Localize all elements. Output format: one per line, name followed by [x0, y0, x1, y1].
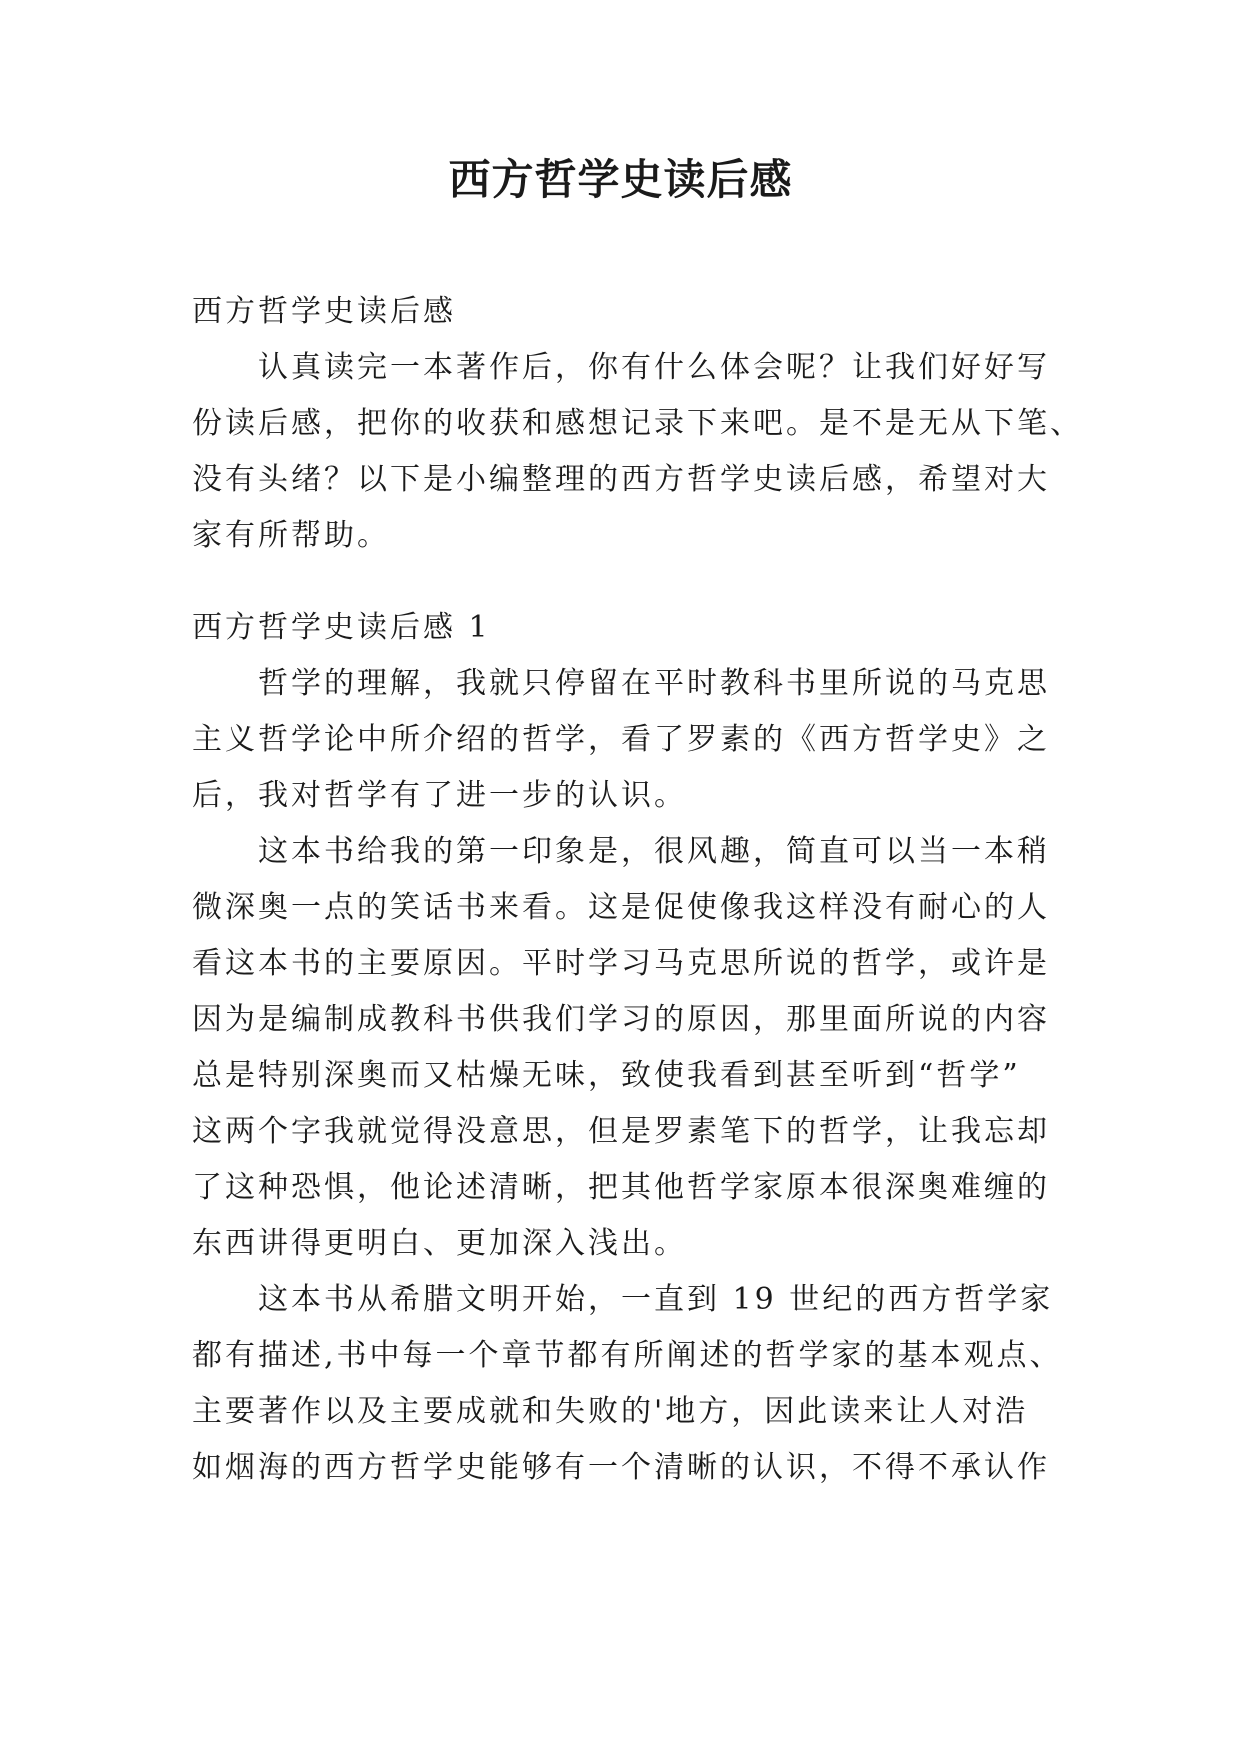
section1-heading: 西方哲学史读后感 1 — [192, 610, 491, 645]
intro-line: 认真读完一本著作后，你有什么体会呢？让我们好好写 — [192, 350, 1050, 385]
intro-line: 没有头绪？以下是小编整理的西方哲学史读后感，希望对大 — [192, 462, 1050, 497]
intro-line: 家有所帮助。 — [192, 518, 390, 553]
section1-line: 如烟海的西方哲学史能够有一个清晰的认识，不得不承认作 — [192, 1450, 1050, 1485]
section1-line: 东西讲得更明白、更加深入浅出。 — [192, 1226, 687, 1261]
section1-line: 了这种恐惧，他论述清晰，把其他哲学家原本很深奥难缠的 — [192, 1170, 1050, 1205]
intro-heading: 西方哲学史读后感 — [192, 294, 456, 329]
document-title: 西方哲学史读后感 — [448, 155, 793, 204]
intro-line: 份读后感，把你的收获和感想记录下来吧。是不是无从下笔、 — [192, 406, 1083, 441]
section1-line: 微深奥一点的笑话书来看。这是促使像我这样没有耐心的人 — [192, 890, 1050, 925]
section1-line: 这两个字我就觉得没意思，但是罗素笔下的哲学，让我忘却 — [192, 1114, 1050, 1149]
section1-line: 哲学的理解，我就只停留在平时教科书里所说的马克思 — [192, 666, 1050, 701]
section1-line: 因为是编制成教科书供我们学习的原因，那里面所说的内容 — [192, 1002, 1050, 1037]
section1-line: 主要著作以及主要成就和失败的'地方，因此读来让人对浩 — [192, 1394, 1029, 1429]
paragraph-gap — [192, 564, 1054, 600]
section1-line: 这本书从希腊文明开始，一直到 19 世纪的西方哲学家 — [192, 1282, 1054, 1317]
section1-line: 后，我对哲学有了进一步的认识。 — [192, 778, 687, 813]
section1-line: 总是特别深奥而又枯燥无味，致使我看到甚至听到“哲学” — [192, 1058, 1021, 1093]
section1-line: 这本书给我的第一印象是，很风趣，简直可以当一本稍 — [192, 834, 1050, 869]
section1-line: 都有描述,书中每一个章节都有所阐述的哲学家的基本观点、 — [192, 1338, 1063, 1373]
section1-line: 看这本书的主要原因。平时学习马克思所说的哲学，或许是 — [192, 946, 1050, 981]
section1-line: 主义哲学论中所介绍的哲学，看了罗素的《西方哲学史》之 — [192, 722, 1050, 757]
document-body — [192, 284, 1083, 1496]
